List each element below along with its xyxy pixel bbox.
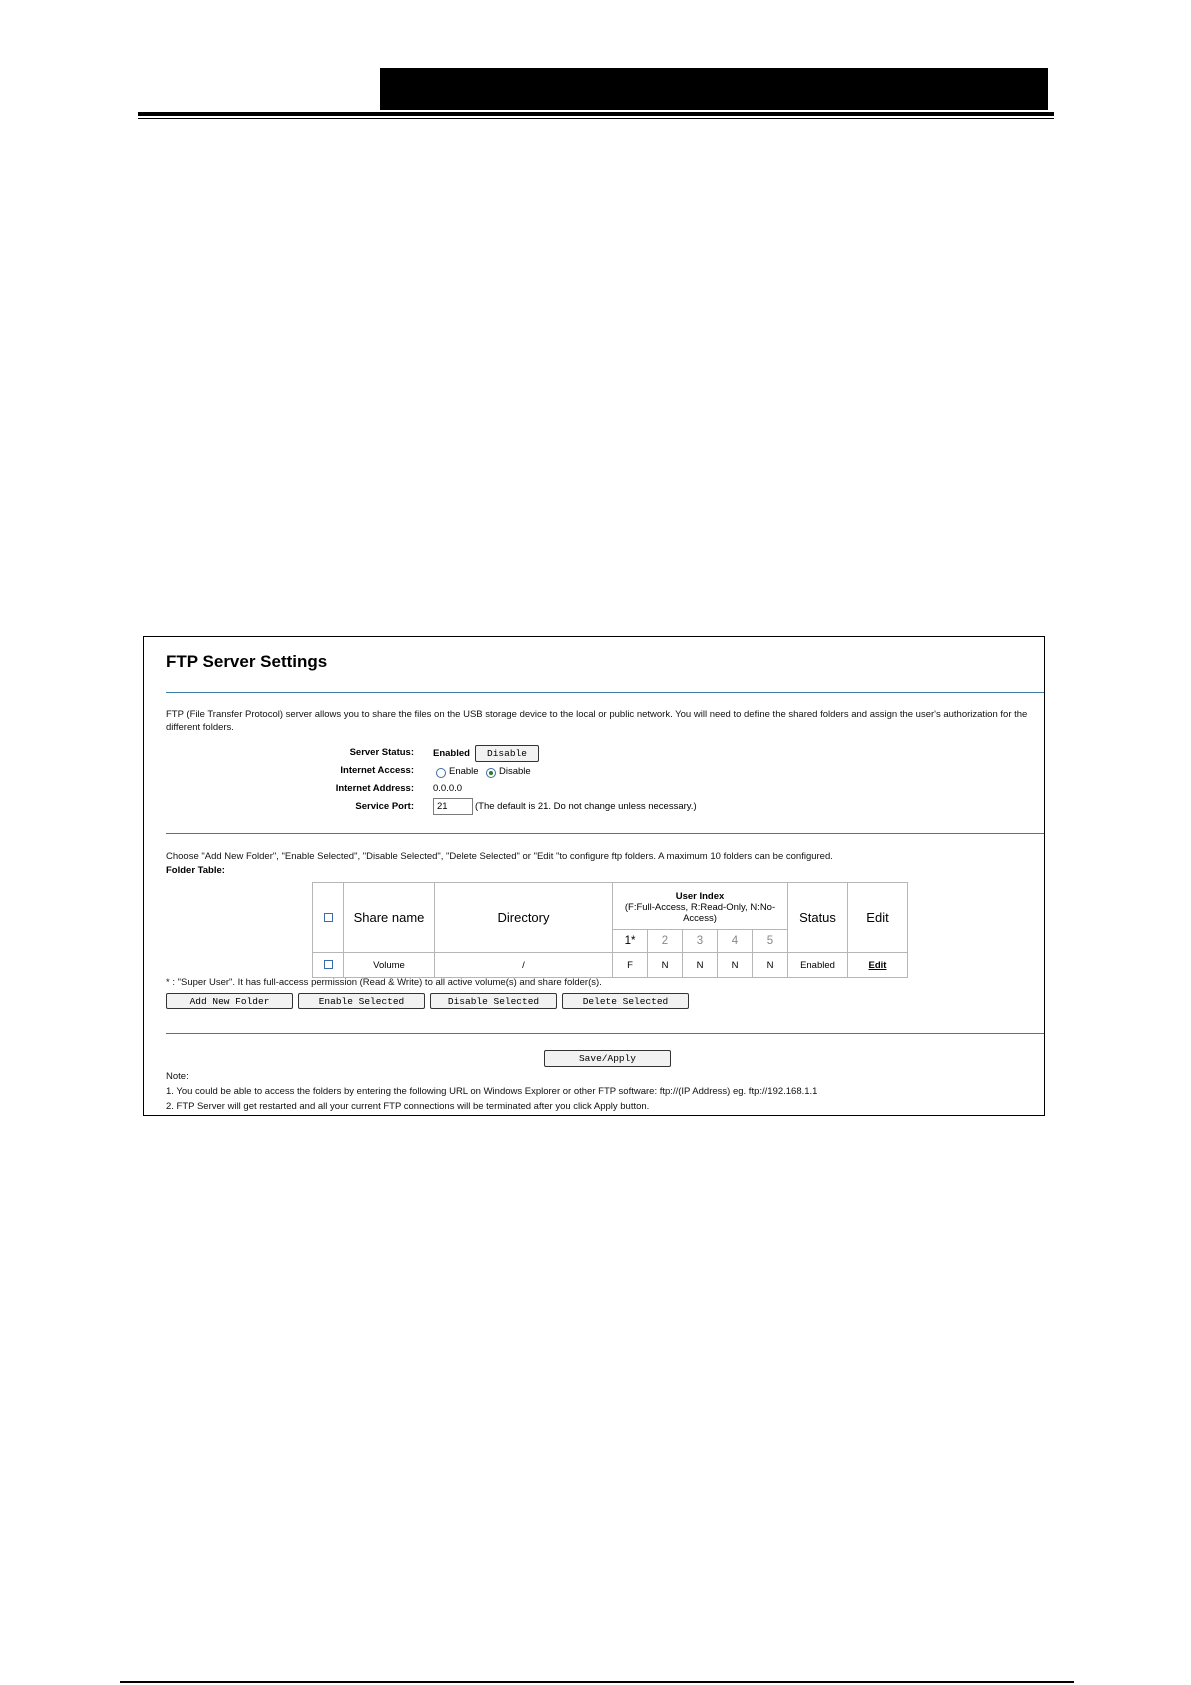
- folder-divider: [166, 1033, 1045, 1034]
- row-share-name: Volume: [344, 953, 435, 978]
- internet-access-disable-label: Disable: [499, 766, 531, 777]
- internet-access-enable-radio[interactable]: [436, 768, 446, 778]
- internet-address-label: Internet Address:: [335, 783, 414, 794]
- manual-header-bar: [380, 68, 1048, 110]
- intro-text: FTP (File Transfer Protocol) server allows you to share the files on the USB storage device to the local or public network. You will need to define the shared folders and assign the user's authorization for the different folders.: [166, 709, 1028, 733]
- settings-divider: [166, 833, 1045, 834]
- row-select-cell: [313, 953, 344, 978]
- select-all-checkbox[interactable]: [324, 913, 333, 922]
- folder-instructions: Choose "Add New Folder", "Enable Selected", "Disable Selected", "Delete Selected" or "Edit "to configure ftp folders. A maximum 10 folders can be configured.: [166, 851, 833, 862]
- user-index-legend: (F:Full-Access, R:Read-Only, N:No-Access): [624, 901, 776, 924]
- service-port-label: Service Port:: [355, 801, 414, 812]
- note-item-1: 1. You could be able to access the folders by entering the following URL on Windows Explorer or other FTP software: ftp://(IP Address) eg. ftp://192.168.1.1: [166, 1086, 818, 1097]
- table-row: [313, 953, 908, 978]
- ftp-settings-screenshot: [143, 636, 1045, 1116]
- user-index-4: 4: [718, 930, 753, 953]
- user-index-1: 1*: [613, 930, 648, 953]
- user-index-title: User Index: [675, 890, 725, 902]
- delete-selected-button[interactable]: Delete Selected: [562, 993, 689, 1009]
- service-port-hint: (The default is 21. Do not change unless necessary.): [475, 801, 697, 812]
- title-divider: [166, 692, 1045, 693]
- row-edit-cell: [848, 953, 908, 978]
- manual-footer-rule: [120, 1681, 1074, 1683]
- row-perm-2: N: [648, 953, 683, 978]
- internet-access-label: Internet Access:: [340, 765, 414, 776]
- row-perm-4: N: [718, 953, 753, 978]
- row-checkbox[interactable]: [324, 960, 333, 969]
- disable-selected-button[interactable]: Disable Selected: [430, 993, 557, 1009]
- super-user-footnote: * : "Super User". It has full-access permission (Read & Write) to all active volume(s) and share folder(s).: [166, 977, 602, 988]
- internet-access-disable-radio[interactable]: [486, 768, 496, 778]
- row-directory: /: [435, 953, 613, 978]
- select-all-cell: [313, 883, 344, 953]
- manual-header-rule-thin: [138, 118, 1054, 119]
- page-title: FTP Server Settings: [166, 652, 328, 671]
- internet-address-value: 0.0.0.0: [433, 783, 463, 794]
- row-status: Enabled: [788, 953, 848, 978]
- note-title: Note:: [166, 1071, 189, 1082]
- row-perm-1: F: [613, 953, 648, 978]
- directory-header: Directory: [435, 883, 613, 953]
- status-header: Status: [788, 883, 848, 953]
- note-item-2: 2. FTP Server will get restarted and all your current FTP connections will be terminated after you click Apply button.: [166, 1101, 650, 1112]
- enable-selected-button[interactable]: Enable Selected: [298, 993, 425, 1009]
- row-perm-3: N: [683, 953, 718, 978]
- server-status-label: Server Status:: [349, 747, 414, 758]
- service-port-input[interactable]: [433, 798, 473, 815]
- edit-link[interactable]: Edit: [868, 959, 887, 971]
- folder-table-label: Folder Table:: [166, 865, 225, 876]
- user-index-2: 2: [648, 930, 683, 953]
- add-new-folder-button[interactable]: Add New Folder: [166, 993, 293, 1009]
- internet-access-enable-label: Enable: [449, 766, 479, 777]
- save-apply-button[interactable]: Save/Apply: [544, 1050, 671, 1067]
- share-name-header: Share name: [344, 883, 435, 953]
- manual-header-rule: [138, 112, 1054, 116]
- user-index-header: [613, 883, 788, 930]
- user-index-3: 3: [683, 930, 718, 953]
- row-perm-5: N: [753, 953, 788, 978]
- folder-table: [312, 882, 908, 978]
- edit-header: Edit: [848, 883, 908, 953]
- server-status-value: Enabled: [433, 748, 470, 759]
- disable-server-button[interactable]: Disable: [475, 745, 539, 762]
- user-index-5: 5: [753, 930, 788, 953]
